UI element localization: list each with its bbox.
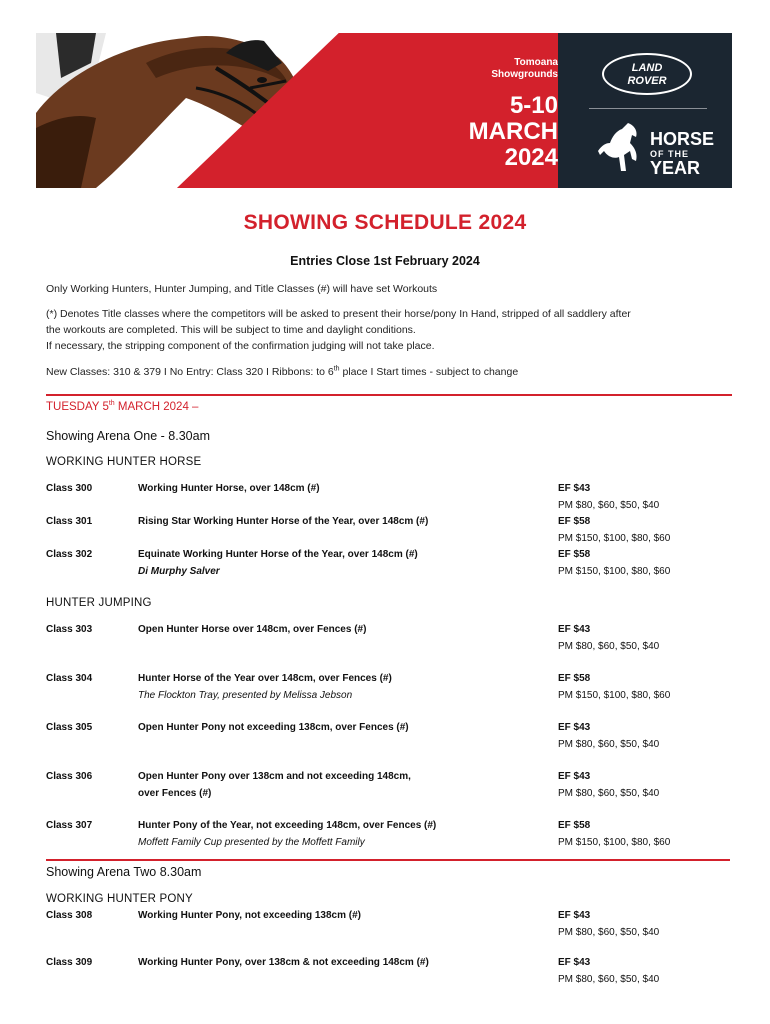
info-text: place I Start times - subject to change [339,366,519,378]
class-number: Class 302 [46,549,93,560]
class-fees [558,622,728,655]
class-name: Working Hunter Pony, not exceeding 138cm (#) [138,910,362,921]
class-name: Rising Star Working Hunter Horse of the Year, over 148cm (#) [138,516,429,527]
class-fees [558,769,728,802]
section-heading: WORKING HUNTER HORSE [46,456,202,468]
prize-money: PM $80, $60, $50, $40 [558,738,660,750]
class-name [138,547,538,580]
info-superscript: th [333,365,340,373]
class-number: Class 300 [46,483,93,494]
class-fees [558,481,728,514]
arena-heading: Showing Arena Two 8.30am [46,865,202,879]
entry-fee: EF $43 [558,771,591,782]
page-title: SHOWING SCHEDULE 2024 [243,211,527,234]
class-number: Class 301 [46,516,93,527]
entry-fee: EF $58 [558,549,591,560]
class-number: Class 305 [46,722,93,733]
entry-fee: EF $43 [558,722,591,733]
class-title: Open Hunter Pony over 138cm and not exceeding 148cm, [138,771,411,782]
arena-heading: Showing Arena One - 8.30am [46,429,210,443]
class-fees [558,908,728,941]
rearing-horse-icon [598,121,644,173]
section-heading: HUNTER JUMPING [46,597,152,609]
class-title: Equinate Working Hunter Horse of the Year, over 148cm (#) [138,549,418,560]
class-number: Class 304 [46,673,93,684]
entry-fee: EF $58 [558,820,591,831]
entry-fee: EF $43 [558,483,591,494]
class-name: Open Hunter Horse over 148cm, over Fences (#) [138,624,367,635]
info-text: New Classes: 310 & 379 I No Entry: Class 320 I Ribbons: to 6 [46,366,334,378]
prize-money: PM $150, $100, $80, $60 [558,565,671,577]
venue-label [472,57,558,81]
entry-fee: EF $43 [558,624,591,635]
date-year: 2024 [504,144,558,171]
entry-fee: EF $58 [558,516,591,527]
class-number: Class 309 [46,957,93,968]
class-number: Class 306 [46,771,93,782]
horse-of-the-year-logo [650,130,720,178]
class-name [138,769,538,802]
class-number: Class 307 [46,820,93,831]
date-month: MARCH [468,118,558,145]
event-banner [36,33,732,188]
prize-money: PM $80, $60, $50, $40 [558,787,660,799]
red-divider [46,859,730,861]
land-rover-logo [602,53,692,95]
class-number: Class 303 [46,624,93,635]
entry-fee: EF $58 [558,673,591,684]
divider [589,108,707,109]
class-name: Open Hunter Pony not exceeding 138cm, over Fences (#) [138,722,409,733]
class-name: Working Hunter Pony, over 138cm & not exceeding 148cm (#) [138,957,429,968]
class-award: The Flockton Tray, presented by Melissa Jebson [138,689,353,701]
note-line: the workouts are completed. This will be subject to time and daylight conditions. [46,324,416,336]
class-name [138,671,538,704]
prize-money: PM $80, $60, $50, $40 [558,973,660,985]
class-award: Moffett Family Cup presented by the Moffett Family [138,836,365,848]
day-text: MARCH 2024 – [114,401,199,413]
venue-line: Showgrounds [491,69,558,80]
class-title: Hunter Horse of the Year over 148cm, over Fences (#) [138,673,392,684]
logo-word: HORSE [650,129,715,149]
event-dates [436,93,558,171]
day-superscript: th [108,400,115,408]
prize-money: PM $150, $100, $80, $60 [558,836,671,848]
note-line: (*) Denotes Title classes where the competitors will be asked to present their horse/pony In Hand, stripped of all saddlery after [46,308,631,320]
logo-line: ROVER [627,75,667,87]
class-fees [558,547,728,580]
class-fees [558,955,728,988]
section-heading: WORKING HUNTER PONY [46,893,193,905]
prize-money: PM $80, $60, $50, $40 [558,499,660,511]
day-text: TUESDAY 5 [46,401,109,413]
class-number: Class 308 [46,910,93,921]
class-award: Di Murphy Salver [138,565,220,577]
note-line: If necessary, the stripping component of the confirmation judging will not take place. [46,340,435,352]
logo-word: YEAR [650,158,701,178]
logo-line: LAND [631,62,663,74]
class-fees [558,720,728,753]
entry-fee: EF $43 [558,910,591,921]
schedule-info-line [46,364,736,380]
date-range: 5-10 [509,92,558,119]
prize-money: PM $150, $100, $80, $60 [558,689,671,701]
workouts-note: Only Working Hunters, Hunter Jumping, and Title Classes (#) will have set Workouts [46,283,438,295]
class-fees [558,671,728,704]
class-name: Working Hunter Horse, over 148cm (#) [138,483,320,494]
class-name [138,818,538,851]
prize-money: PM $150, $100, $80, $60 [558,532,671,544]
venue-line: Tomoana [514,57,558,68]
day-heading [46,401,198,413]
class-fees [558,514,728,547]
class-title: over Fences (#) [138,787,212,799]
entries-close-notice: Entries Close 1st February 2024 [290,254,480,268]
red-divider [46,394,732,396]
prize-money: PM $80, $60, $50, $40 [558,926,660,938]
prize-money: PM $80, $60, $50, $40 [558,640,660,652]
entry-fee: EF $43 [558,957,591,968]
logo-word: OF THE [650,149,689,159]
class-title: Hunter Pony of the Year, not exceeding 148cm, over Fences (#) [138,820,437,831]
class-fees [558,818,728,851]
title-classes-note [46,306,736,354]
